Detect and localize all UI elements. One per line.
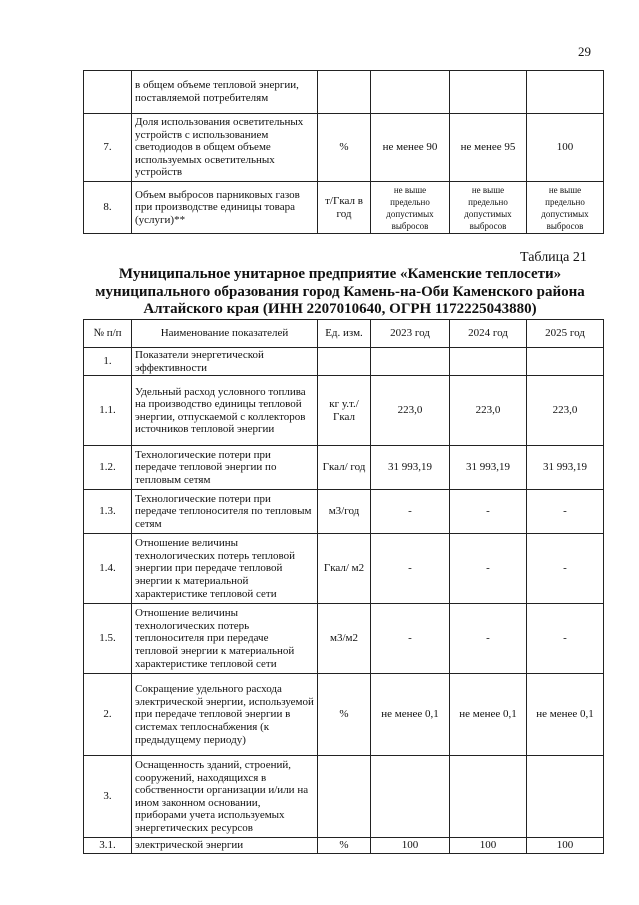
row-name: Отношение величины технологических потерь теплоносителя при передаче тепловой энергии к материальной характеристике тепловой сети <box>132 604 318 674</box>
row-num: 1. <box>84 348 132 376</box>
row-2025: - <box>527 604 604 674</box>
row-2024: - <box>450 604 527 674</box>
row-2025: не менее 0,1 <box>527 674 604 756</box>
row-name: Доля использования осветительных устройств с использованием светодиодов в общем объеме используемых осветительных устройств <box>132 114 318 182</box>
row-2025: 31 993,19 <box>527 446 604 490</box>
table-row <box>84 182 604 234</box>
top-table <box>83 70 604 234</box>
row-name: Показатели энергетической эффективности <box>132 348 318 376</box>
row-unit <box>318 348 371 376</box>
row-name: Отношение величины технологических потерь тепловой энергии при передаче тепловой энергии к материальной характеристике тепловой сети <box>132 534 318 604</box>
header-name: Наименование показателей <box>132 320 318 348</box>
row-2023: - <box>371 534 450 604</box>
row-num: 7. <box>84 114 132 182</box>
row-2024 <box>450 348 527 376</box>
row-name: Технологические потери при передаче тепловой энергии по тепловым сетям <box>132 446 318 490</box>
row-2024: не менее 0,1 <box>450 674 527 756</box>
row-num: 3. <box>84 756 132 838</box>
row-2023: - <box>371 604 450 674</box>
row-2025: 223,0 <box>527 376 604 446</box>
row-2025: 100 <box>527 114 604 182</box>
table-row <box>84 446 604 490</box>
row-name: Сокращение удельного расхода электрической энергии, используемой при передаче тепловой энергии в системах теплоснабжения (к предыдущему периоду) <box>132 674 318 756</box>
row-num: 1.3. <box>84 490 132 534</box>
table-header-row <box>84 320 604 348</box>
row-2023: - <box>371 490 450 534</box>
header-num: № п/п <box>84 320 132 348</box>
row-2024: 31 993,19 <box>450 446 527 490</box>
row-num: 1.2. <box>84 446 132 490</box>
header-2024: 2024 год <box>450 320 527 348</box>
table-caption: Таблица 21 <box>520 250 587 265</box>
indicators-table <box>83 319 604 854</box>
row-num: 1.5. <box>84 604 132 674</box>
row-unit: м3/год <box>318 490 371 534</box>
row-num: 3.1. <box>84 838 132 854</box>
row-name: Оснащенность зданий, строений, сооружений, находящихся в собственности организации и/или на ином законном основании, приборами учета используемых энергетических ресурсов <box>132 756 318 838</box>
row-2023 <box>371 71 450 114</box>
row-2023: 223,0 <box>371 376 450 446</box>
row-name: Удельный расход условного топлива на производство единицы тепловой энергии, отпускаемой с коллекторов источников тепловой энергии <box>132 376 318 446</box>
row-num <box>84 71 132 114</box>
row-unit <box>318 756 371 838</box>
row-name: в общем объеме тепловой энергии, поставляемой потребителям <box>132 71 318 114</box>
row-unit: % <box>318 114 371 182</box>
table-row <box>84 376 604 446</box>
table-row <box>84 490 604 534</box>
table-row <box>84 348 604 376</box>
row-2024: не выше предельно допустимых выбросов <box>450 182 527 234</box>
row-unit: Гкал/ год <box>318 446 371 490</box>
row-num: 1.4. <box>84 534 132 604</box>
row-unit: т/Гкал в год <box>318 182 371 234</box>
row-unit: % <box>318 674 371 756</box>
row-2024: 100 <box>450 838 527 854</box>
row-num: 1.1. <box>84 376 132 446</box>
row-name: электрической энергии <box>132 838 318 854</box>
row-2023 <box>371 756 450 838</box>
heading-line: Муниципальное унитарное предприятие «Каменские теплосети» <box>118 266 562 282</box>
row-2023: 31 993,19 <box>371 446 450 490</box>
row-2024: не менее 95 <box>450 114 527 182</box>
row-2025 <box>527 756 604 838</box>
row-2025 <box>527 71 604 114</box>
table-row <box>84 756 604 838</box>
row-unit: кг у.т./ Гкал <box>318 376 371 446</box>
row-2023: не менее 90 <box>371 114 450 182</box>
row-unit: м3/м2 <box>318 604 371 674</box>
row-2023: не менее 0,1 <box>371 674 450 756</box>
heading-line: муниципального образования город Камень-на-Оби Каменского района <box>95 283 585 300</box>
row-2024: - <box>450 490 527 534</box>
row-num: 2. <box>84 674 132 756</box>
row-2023: не выше предельно допустимых выбросов <box>371 182 450 234</box>
row-unit <box>318 71 371 114</box>
row-2025 <box>527 348 604 376</box>
row-unit: Гкал/ м2 <box>318 534 371 604</box>
row-name: Технологические потери при передаче теплоносителя по тепловым сетям <box>132 490 318 534</box>
table-row <box>84 534 604 604</box>
table-row <box>84 71 604 114</box>
heading-line: Алтайского края (ИНН 2207010640, ОГРН 1172225043880) <box>143 301 537 317</box>
row-2023: 100 <box>371 838 450 854</box>
page-number: 29 <box>578 44 591 59</box>
table-row <box>84 838 604 854</box>
row-2024 <box>450 756 527 838</box>
row-2024 <box>450 71 527 114</box>
row-2025: - <box>527 534 604 604</box>
row-unit: % <box>318 838 371 854</box>
row-2025: 100 <box>527 838 604 854</box>
row-2025: не выше предельно допустимых выбросов <box>527 182 604 234</box>
header-2025: 2025 год <box>527 320 604 348</box>
row-num: 8. <box>84 182 132 234</box>
row-name: Объем выбросов парниковых газов при производстве единицы товара (услуги)** <box>132 182 318 234</box>
row-2024: - <box>450 534 527 604</box>
row-2024: 223,0 <box>450 376 527 446</box>
table-row <box>84 674 604 756</box>
table-row <box>84 604 604 674</box>
header-unit: Ед. изм. <box>318 320 371 348</box>
table-row <box>84 114 604 182</box>
header-2023: 2023 год <box>371 320 450 348</box>
organization-heading <box>60 266 620 319</box>
row-2025: - <box>527 490 604 534</box>
row-2023 <box>371 348 450 376</box>
